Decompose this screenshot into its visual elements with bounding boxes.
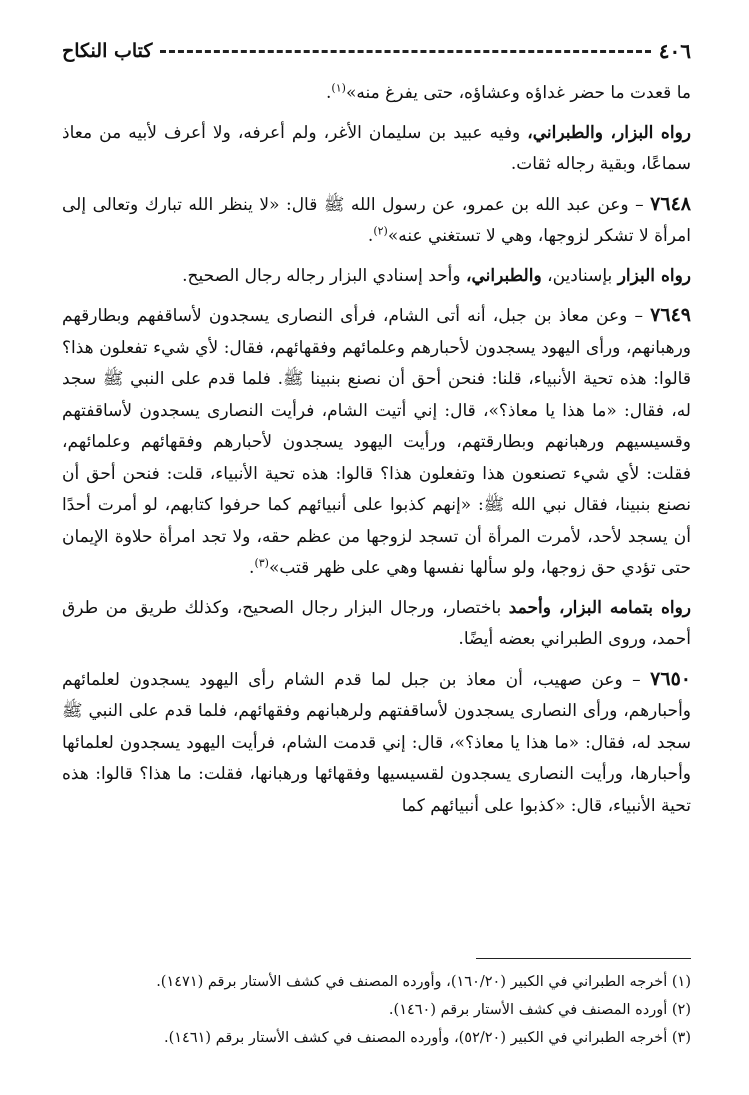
main-text	[62, 78, 691, 830]
footnote-1: (١) أخرجه الطبراني في الكبير (١٦٠/٢٠)، وأورده المصنف في كشف الأستار برقم (١٤٧١).	[156, 974, 691, 990]
source-names: والطبراني،	[465, 265, 542, 286]
paragraph-takhrij	[62, 593, 691, 656]
footnote-ref: (٣)	[254, 556, 269, 570]
paragraph-takhrij	[62, 118, 691, 181]
hadith-7648: ٧٦٤٨ – وعن عبد الله بن عمرو، عن رسول الله ﷺ قال: «لا ينظر الله تبارك وتعالى إلى امرأة لا تشكر لزوجها، وهي لا تستغني عنه»$^{(٢)}$.	[62, 192, 691, 246]
running-header	[62, 34, 691, 68]
paragraph-text: وفيه عبيد بن سليمان الأغر، ولم أعرفه، ولا أعرف لأبيه من معاذ سماعًا، وبقية رجاله ثقات.	[62, 122, 691, 174]
footnotes	[62, 968, 691, 1052]
chapter-title: كتاب النكاح	[62, 40, 153, 62]
hadith-text: – وعن معاذ بن جبل، أنه أتى الشام، فرأى النصارى يسجدون لأساقفهم وبطارقهم ورهبانهم، ورأى اليهود يسجدون لأحبارهم وعلمائهم وفقهائهم، فقال: لأي شيء تفعلون هذا؟ قالوا: هذه تحية الأنبياء، قلنا: فنحن أحق أن نصنع بنبينا ﷺ. فلما قدم على النبي ﷺ سجد له، فقال: «ما هذا يا معاذ؟»، قال: إني أتيت الشام، فرأيت النصارى يسجدون لأساقفتهم وقسيسيهم ورهبانهم وبطارقتهم، ورأيت اليهود يسجدون لأحبارهم وفقهائهم وعلمائهم، فقلت: لأي شيء تصنعون هذا وتفعلون هذا؟ قالوا: هذه تحية الأنبياء، قلت: فنحن أحق أن نصنع بنبينا، فقال نبي الله ﷺ: «إنهم كذبوا على أنبيائهم كما حرفوا كتابهم، لو أمرت أحدًا أن يسجد لأحد، لأمرت المرأة أن تسجد لزوجها من عظم حقه، ولا تجد امرأة حلاوة الإيمان حتى تؤدي حق زوجها، ولو سألها نفسها وهي على ظهر قتب»	[62, 306, 691, 578]
footnote-ref: (٢)	[373, 224, 388, 238]
hadith-number: ٧٦٥٠	[650, 667, 691, 690]
source-names: رواه البزار	[617, 265, 691, 286]
footnote-ref: (١)	[331, 81, 346, 95]
paragraph-text: بإسنادين،	[541, 265, 618, 286]
paragraph-takhrij	[62, 261, 691, 293]
footnote-2: (٢) أورده المصنف في كشف الأستار برقم (١٤٦٠).	[388, 1002, 691, 1018]
source-names: رواه البزار، والطبراني،	[527, 122, 691, 143]
paragraph-continuation: ما قعدت ما حضر غداؤه وعشاؤه، حتى يفرغ منه»$^{(١)}$.	[326, 81, 691, 103]
paragraph-text: ما قعدت ما حضر غداؤه وعشاؤه، حتى يفرغ منه»	[345, 83, 691, 103]
paragraph-text: وأحد إسنادي البزار رجاله رجال الصحيح.	[182, 265, 466, 286]
header-dashed-rule	[160, 50, 650, 53]
hadith-number: ٧٦٤٩	[650, 304, 691, 326]
footnote-3: (٣) أخرجه الطبراني في الكبير (٥٢/٢٠)، وأورده المصنف في كشف الأستار برقم (١٤٦١).	[163, 1030, 691, 1046]
source-names: رواه بتمامه البزار، وأحمد	[508, 597, 691, 618]
footnote-separator	[476, 958, 691, 959]
hadith-text: – وعن صهيب، أن معاذ بن جبل لما قدم الشام رأى اليهود يسجدون لعلمائهم وأحبارهم، ورأى النصارى يسجدون لأساقفتهم ولرهبانهم وفقهائهم، فلما قدم على النبي ﷺ سجد له، فقال: «ما هذا يا معاذ؟»، قال: إني قدمت الشام، فرأيت اليهود يسجدون لعلمائها وأحبارها، ورأيت النصارى يسجدون لقسيسيها وفقهائها ورهبانها، فقلت: ما هذا؟ قالوا: هذه تحية الأنبياء، قال: «كذبوا على أنبيائهم كما	[62, 669, 691, 816]
hadith-text: – وعن عبد الله بن عمرو، عن رسول الله ﷺ قال: «لا ينظر الله تبارك وتعالى إلى امرأة لا تشكر لزوجها، وهي لا تستغني عنه»	[62, 194, 691, 246]
hadith-7649: ٧٦٤٩ – وعن معاذ بن جبل، أنه أتى الشام، فرأى النصارى يسجدون لأساقفهم وبطارقهم ورهبانهم، ورأى اليهود يسجدون لأحبارهم وعلمائهم وفقهائهم، فقال: لأي شيء تفعلون هذا؟ قالوا: هذه تحية الأنبياء، قلنا: فنحن أحق أن نصنع بنبينا ﷺ. فلما قدم على النبي ﷺ سجد له، فقال: «ما هذا يا معاذ؟»، قال: إني أتيت الشام، فرأيت النصارى يسجدون لأساقفتهم وقسيسيهم ورهبانهم وبطارقتهم، ورأيت اليهود يسجدون لأحبارهم وفقهائهم وعلمائهم، فقلت: لأي شيء تصنعون هذا وتفعلون هذا؟ قالوا: هذه تحية الأنبياء، قلت: فنحن أحق أن نصنع بنبينا، فقال نبي الله ﷺ: «إنهم كذبوا على أنبيائهم كما حرفوا كتابهم، لو أمرت أحدًا أن يسجد لأحد، لأمرت المرأة أن تسجد لزوجها من عظم حقه، ولا تجد امرأة حلاوة الإيمان حتى تؤدي حق زوجها، ولو سألها نفسها وهي على ظهر قتب»$^{(٣)}$.	[62, 304, 691, 578]
page-number: ٤٠٦	[658, 39, 691, 63]
paragraph-text: باختصار، ورجال البزار رجال الصحيح، وكذلك طريق من طرق أحمد، وروى الطبراني بعضه أيضًا.	[62, 597, 691, 649]
hadith-7650	[62, 664, 691, 823]
hadith-number: ٧٦٤٨	[650, 192, 691, 215]
